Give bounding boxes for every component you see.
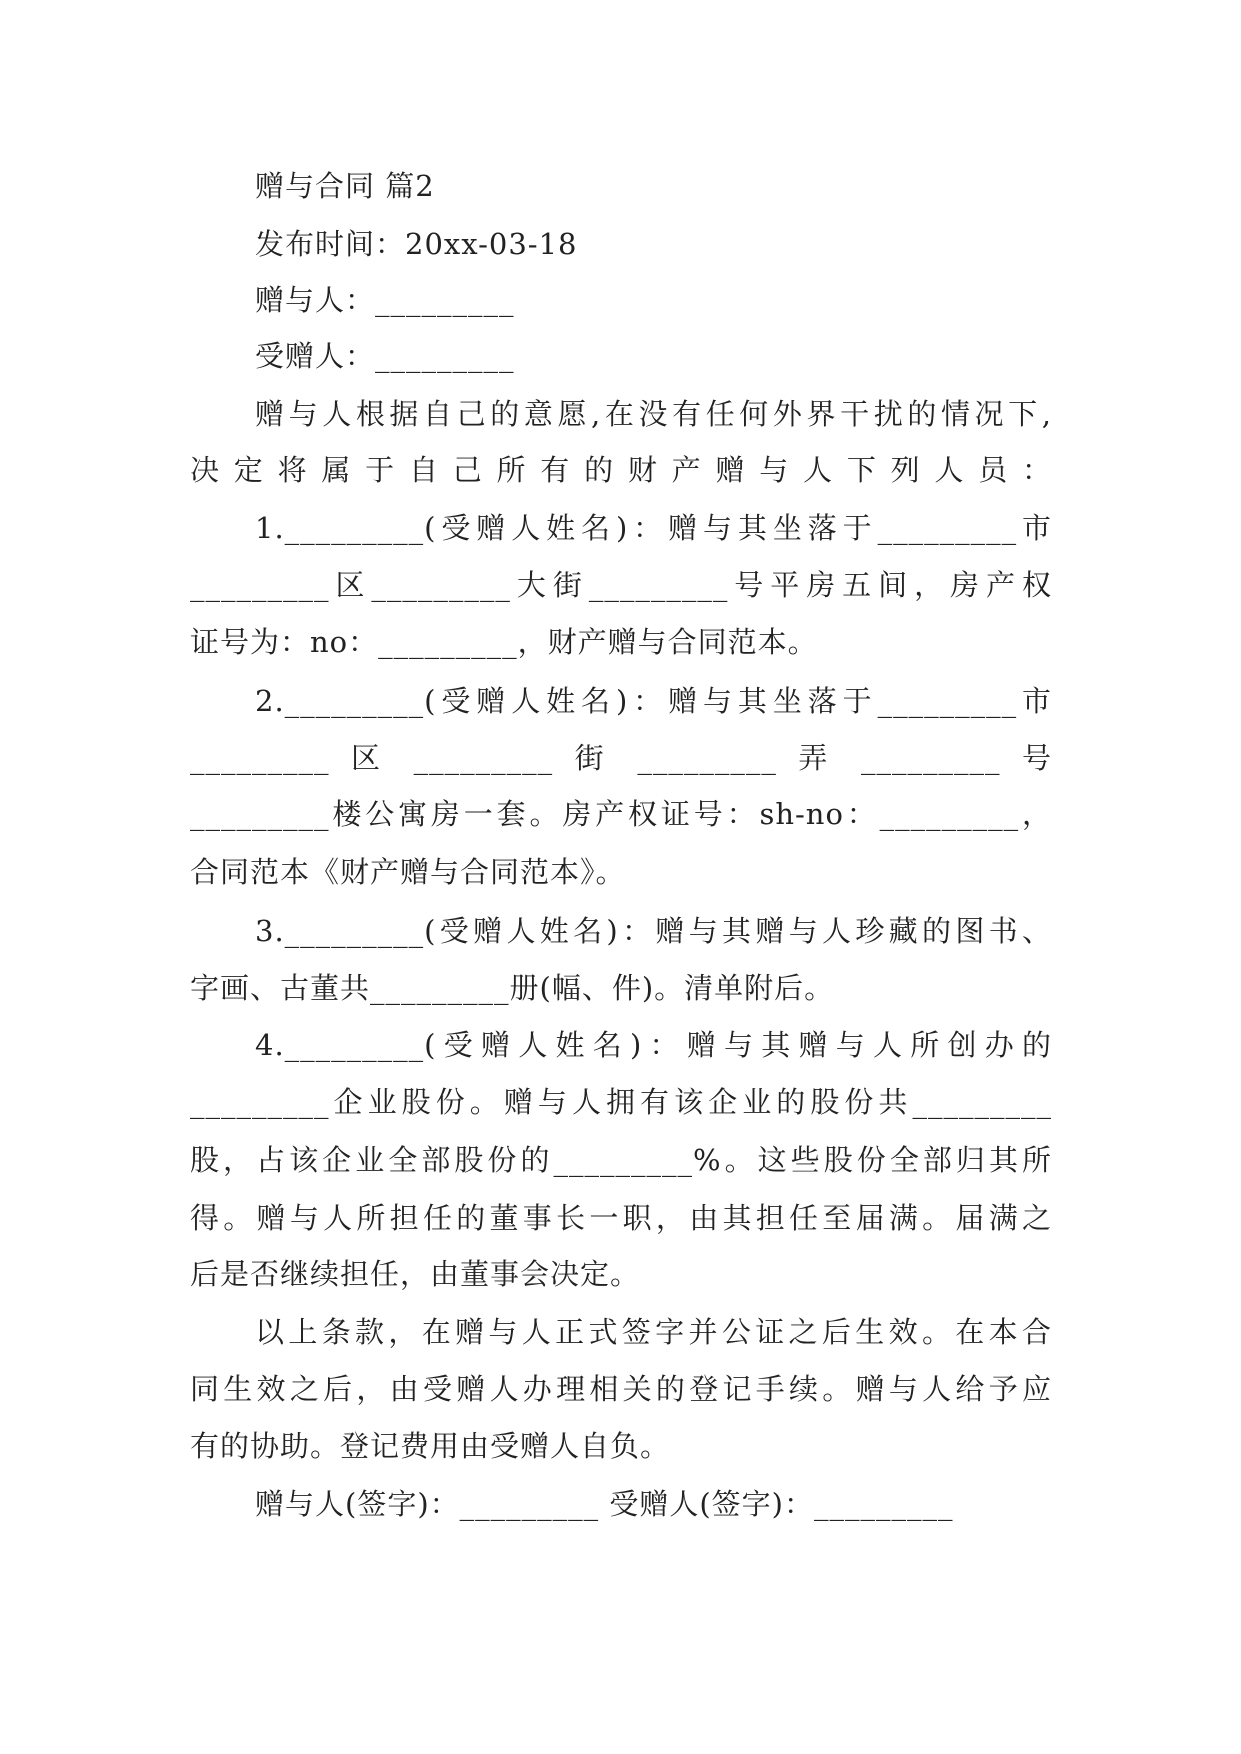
terms-paragraph-line-2: 同生效之后，由受赠人办理相关的登记手续。赠与人给予应 <box>190 1372 1052 1406</box>
intro-paragraph-line-1: 赠与人根据自己的意愿,在没有任何外界干扰的情况下, <box>255 397 1052 431</box>
clause-2-line-1: 2._________(受赠人姓名)：赠与其坐落于_________市 <box>255 684 1052 718</box>
terms-paragraph-line-1: 以上条款，在赠与人正式签字并公证之后生效。在本合 <box>255 1315 1052 1349</box>
clause-4-line-3: 股，占该企业全部股份的_________%。这些股份全部归其所 <box>190 1143 1052 1177</box>
clause-1-line-3: 证号为：no：_________，财产赠与合同范本。 <box>190 625 818 659</box>
clause-4-line-2: _________企业股份。赠与人拥有该企业的股份共_________ <box>190 1085 1052 1119</box>
publish-time: 发布时间：20xx-03-18 <box>255 227 578 261</box>
clause-1-line-2: _________区_________大街_________号平房五间，房产权 <box>190 568 1052 602</box>
clause-4-line-1: 4._________(受赠人姓名)：赠与其赠与人所创办的 <box>255 1028 1052 1062</box>
signature-line: 赠与人(签字)：_________ 受赠人(签字)：_________ <box>255 1487 954 1521</box>
donor-line: 赠与人：_________ <box>255 283 515 317</box>
clause-4-line-4: 得。赠与人所担任的董事长一职，由其担任至届满。届满之 <box>190 1201 1052 1235</box>
clause-3-line-1: 3._________(受赠人姓名)：赠与其赠与人珍藏的图书、 <box>255 914 1052 948</box>
clause-2-line-2: _________ 区 _________ 街 _________ 弄 _________ 号 <box>190 741 1052 775</box>
intro-paragraph-line-2: 决定将属于自己所有的财产赠与人下列人员： <box>190 453 1052 487</box>
document-title: 赠与合同 篇2 <box>255 169 435 203</box>
clause-3-line-2: 字画、古董共_________册(幅、件)。清单附后。 <box>190 971 835 1005</box>
clause-1-line-1: 1._________(受赠人姓名)：赠与其坐落于_________市 <box>255 511 1052 545</box>
clause-2-line-4: 合同范本《财产赠与合同范本》。 <box>190 855 626 889</box>
terms-paragraph-line-3: 有的协助。登记费用由受赠人自负。 <box>190 1429 671 1463</box>
clause-4-line-5: 后是否继续担任，由董事会决定。 <box>190 1257 641 1291</box>
donee-line: 受赠人：_________ <box>255 339 515 373</box>
clause-2-line-3: _________楼公寓房一套。房产权证号：sh-no：_________， <box>190 797 1052 831</box>
